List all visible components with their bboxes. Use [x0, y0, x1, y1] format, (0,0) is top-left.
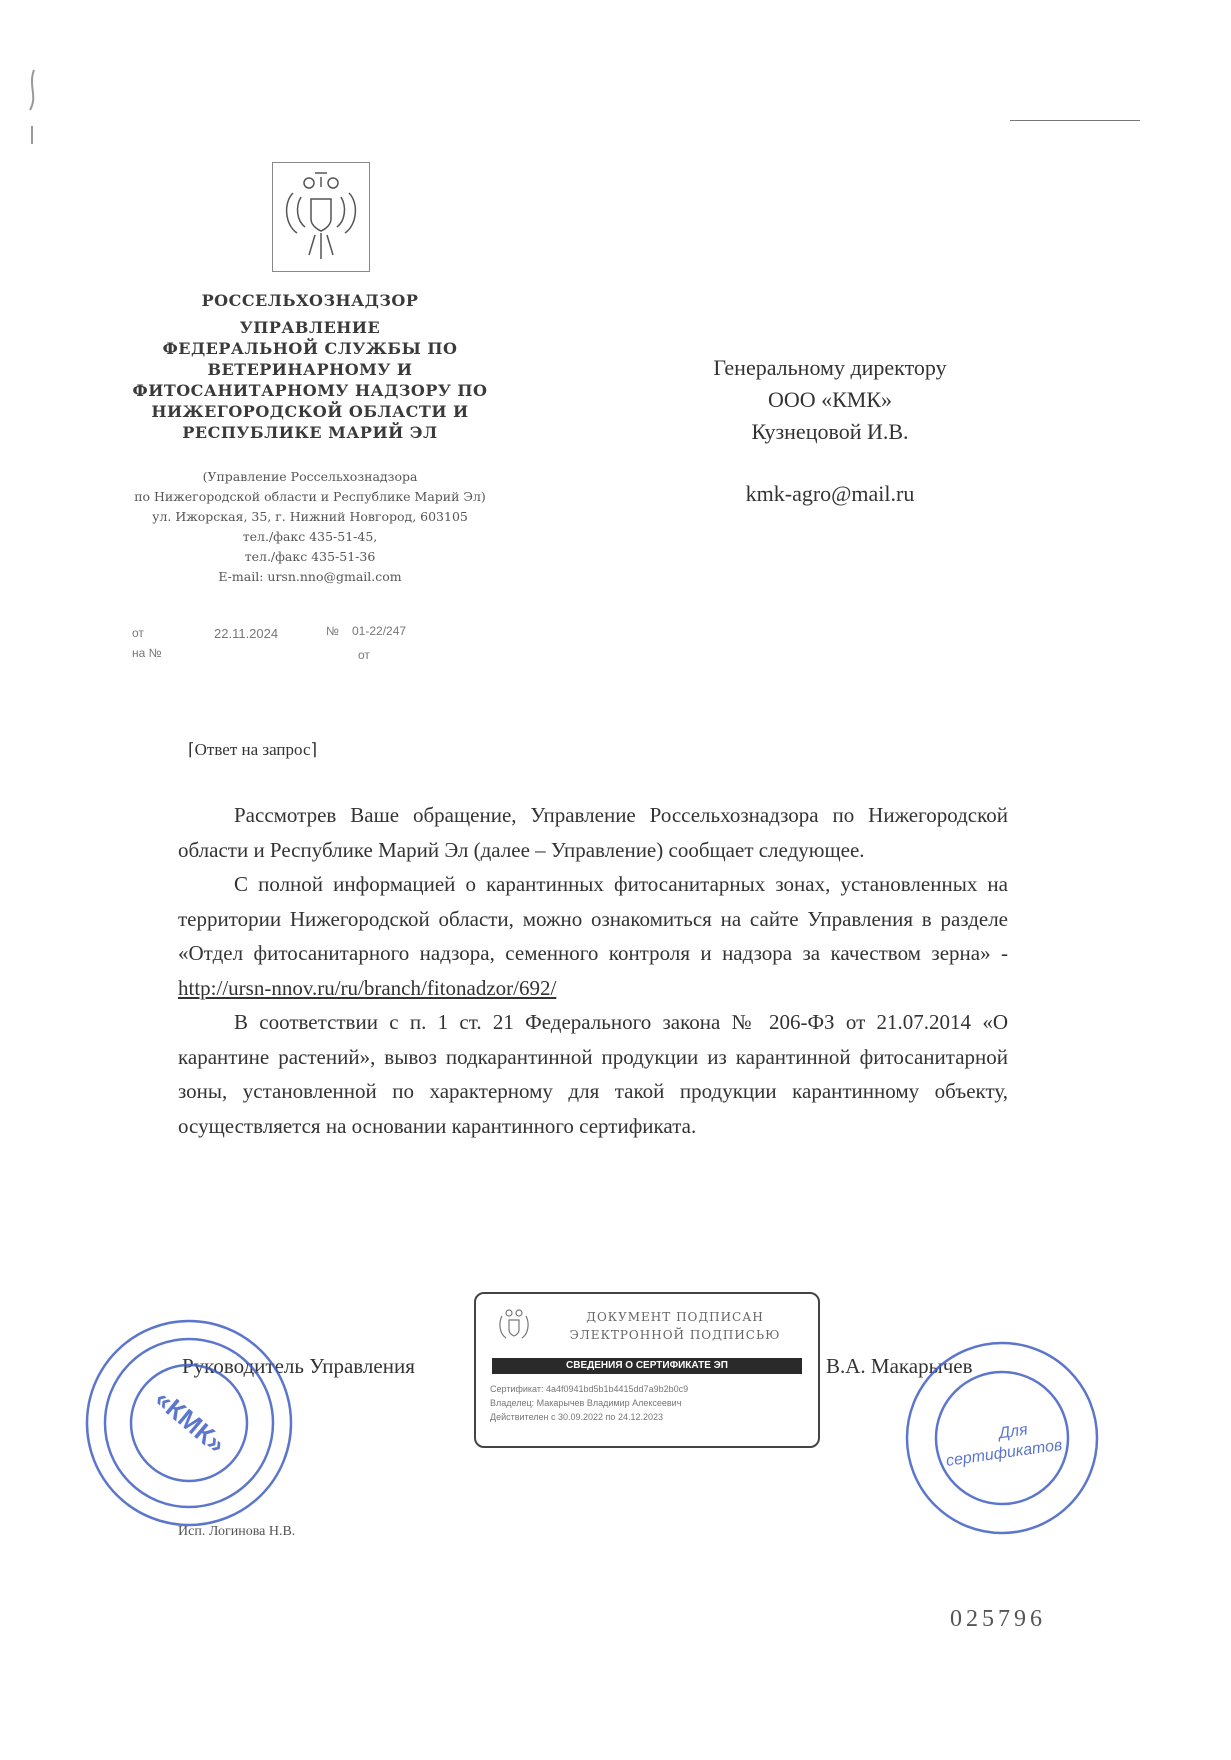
ref-to-from-label: от [358, 648, 370, 662]
ep-title [540, 1308, 810, 1344]
ep-cert-header: СВЕДЕНИЯ О СЕРТИФИКАТЕ ЭП [492, 1358, 802, 1374]
paragraph-text: С полной информацией о карантинных фитосанитарных зонах, установленных на территории Нижегородской области, можно ознакомиться на сайте Управления в разделе «Отдел фитосанитарного надзора, семенного контроля и надзора за качеством зерна» - [178, 872, 1008, 965]
coat-of-arms-icon [272, 162, 370, 272]
ref-to-label: на № [132, 646, 162, 660]
org-line: РЕСПУБЛИКЕ МАРИЙ ЭЛ [182, 423, 438, 442]
document-number: 025796 [950, 1606, 1046, 1632]
org-address [90, 467, 530, 587]
bracket-left-icon: ⌈ [188, 740, 195, 759]
ep-title-line: ЭЛЕКТРОННОЙ ПОДПИСЬЮ [569, 1328, 781, 1342]
recipient-block [680, 352, 980, 510]
address-line: по Нижегородской области и Республике Марий Эл) [134, 489, 486, 504]
address-line: тел./факс 435-51-45, [242, 529, 378, 544]
org-line: УПРАВЛЕНИЕ [239, 318, 381, 337]
address-line: ул. Ижорская, 35, г. Нижний Новгород, 603105 [152, 509, 468, 524]
ep-valid: Действителен с 30.09.2022 по 24.12.2023 [490, 1412, 663, 1422]
letter-body [178, 798, 1008, 1143]
recipient-name: Кузнецовой И.В. [751, 419, 909, 444]
ref-number-label: № [326, 624, 339, 638]
ref-from-label: от [132, 626, 144, 640]
paragraph: Рассмотрев Ваше обращение, Управление Россельхознадзора по Нижегородской области и Республике Марий Эл (далее – Управление) сообщает следующее. [178, 803, 1008, 862]
org-line: ВЕТЕРИНАРНОМУ И [207, 360, 413, 379]
signer-name: В.А. Макарычев [826, 1354, 973, 1378]
svg-text:«КМК»: «КМК» [149, 1383, 232, 1460]
ep-title-line: ДОКУМЕНТ ПОДПИСАН [586, 1310, 764, 1324]
address-line: E-mail: ursn.nno@gmail.com [218, 569, 402, 584]
ref-date: 22.11.2024 [214, 626, 279, 641]
ref-number: 01-22/247 [352, 624, 407, 638]
svg-text:Для: Для [997, 1421, 1029, 1443]
executor: Исп. Логинова Н.В. [178, 1524, 296, 1539]
company-stamp-right [902, 1338, 1102, 1543]
org-header [90, 290, 530, 443]
address-line: (Управление Россельхознадзора [202, 469, 418, 484]
org-line: НИЖЕГОРОДСКОЙ ОБЛАСТИ И [151, 402, 469, 421]
company-stamp-left [82, 1316, 296, 1535]
ep-emblem-icon [496, 1306, 532, 1351]
paragraph: В соответствии с п. 1 ст. 21 Федерального закона № 206-ФЗ от 21.07.2014 «О карантине растений», вывоз подкарантинной продукции из карантинной фитосанитарной зоны, установленной по характерному для такой продукции карантинному объекту, осуществляется на основании карантинного сертификата. [178, 1010, 1008, 1138]
paragraph [178, 867, 1008, 1005]
subject-text: Ответ на запрос [194, 740, 311, 759]
scan-mark [22, 66, 46, 156]
recipient-title: Генеральному директору [713, 355, 947, 380]
recipient-email: kmk-agro@mail.ru [745, 481, 915, 506]
bracket-right-icon: ⌉ [310, 740, 318, 759]
ep-owner: Владелец: Макарычев Владимир Алексеевич [490, 1398, 682, 1408]
website-link[interactable]: http://ursn-nnov.ru/ru/branch/fitonadzor/692/ [178, 975, 557, 1000]
org-line: ФИТОСАНИТАРНОМУ НАДЗОРУ ПО [132, 381, 488, 400]
agency-name: РОССЕЛЬХОЗНАДЗОР [201, 291, 419, 310]
subject [188, 740, 317, 760]
ep-details [490, 1382, 810, 1424]
signer-position: Руководитель Управления [182, 1354, 415, 1378]
top-rule [1010, 120, 1140, 121]
address-line: тел./факс 435-51-36 [244, 549, 376, 564]
ep-cert: Сертификат: 4a4f0941bd5b1b4415dd7a9b2b0c9 [490, 1384, 689, 1394]
org-line: ФЕДЕРАЛЬНОЙ СЛУЖБЫ ПО [162, 339, 458, 358]
svg-text:сертификатов: сертификатов [944, 1436, 1064, 1470]
recipient-company: ООО «КМК» [767, 387, 893, 412]
